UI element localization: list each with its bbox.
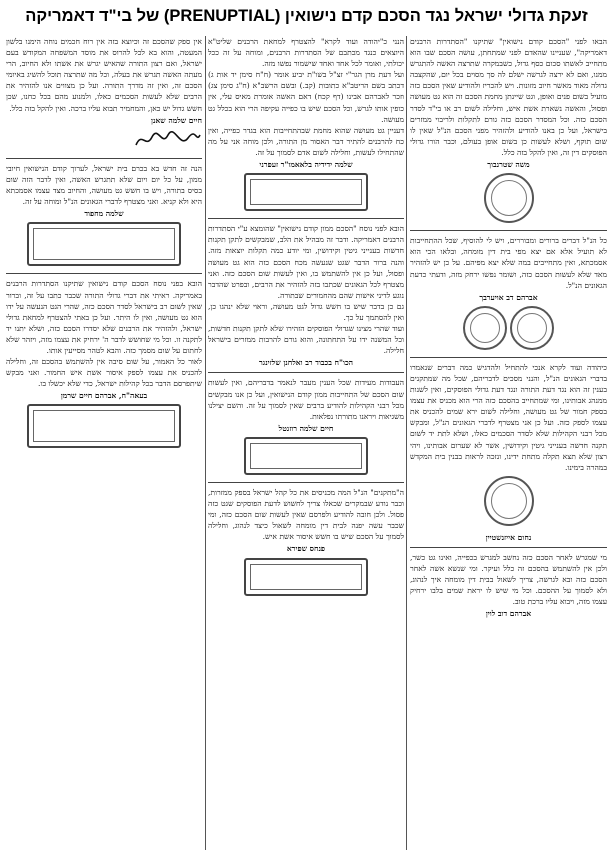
stamp-area <box>208 437 404 478</box>
letter-paragraph: הבאו לפני "הסכם קודם נישואין" שתיקנו "הסתדרות הרבנים דאמריקה", שעניינו שהאדם לפני שמתחתן, עושה הסכם שבו הוא מתחייב לאשתו סכום כסף גדול, כשבמקרה שתרצה האשה להתגרש ממנו, ואם לא ירצה לגרשה ישלם לה סך מסוים בכל יום, שהקצבה גדולה מאוד מאשר חיוב מזונות. ויש להכריז ולהודיע שאין הסכם כזה מועיל בשום פנים ואופן, וגט שיינתן מחמת הסכם זה הוא גט מעושה ופסול, והאשה נשארת אשת איש, וחלילה לשום רב או בי"ד לסדר הסכם כזה. וכל המסדר הסכם כזה גורם לתקלות ולריבוי ממזרים בישראל, ועל כן באנו להודיע ולהזהיר מפני הסכם הנ"ל שאין לו שום תוקף, ושלא לעשות כן בשום אופן בעולם, וכבר הורו גדולי הפוסקים דין זה, ואין להקל בזה כלל. <box>410 37 607 157</box>
rabbinical-seal <box>484 476 534 526</box>
letter-paragraph: מי שמגרש לאחר הסכם כזה נחשב למגרש בכפייה, ואינו גט כשר, ולכן אין להשתמש בהסכם זה כלל ועיקר. ומי שנשא אשה לאחר הסכם כזה ובא לגרשה, צריך לשאול בבית דין מומחה איך לנהוג, ולא לסמוך על ההסכם. וכל מי שיש לו יראת שמים בלבו ירחיק עצמו מזה, ויבוא עליו ברכת טוב. <box>410 553 607 607</box>
signature-name: הכו"ח בכבוד רב ואלחנן שלזינגר <box>258 358 354 368</box>
stamp-area <box>208 558 404 599</box>
signature-name: נחום אייזנשטיין <box>485 532 532 542</box>
signature-name: פנחס שפירא <box>286 544 326 554</box>
letter-paragraph: אין ספק שהסכם זה וכיוצא בזה אין רוח חכמים נוחה הימנו בלשון המעטה, והוא בא לכל להרוס את מוסד המשפחה המקודש בעם ישראל, ואם רצון התורה שהאיש יגרש את אשתו ולא החיוב, הרי מעתה האשה תגרש את בעלה, וכל מה שתרצה תוכל להשיג באיומי הסכם זה, ואין זה מדרך התורה. ועל כן מצווים אנו להזהיר את הרבים שלא לעשות הסכמים כאלו, ולמנוע מהם בכל כחנו, שכן חשש גדול יש כאן, והמחמיר תבוא עליו ברכה. ואין להקל בזה כלל. <box>6 37 202 113</box>
rabbinical-stamp <box>27 222 181 266</box>
letter-paragraph: הנה זה חדש בא בכרם בית ישראל, לערוך קודם הנישואין חיובי ממון, על כל יום ויום שלא תתגרש האשה, ואין לדבר הזה שום בסיס בתורה, ויש בו חשש גט מעושה, והחיוב מצד עצמו אסמכתא היא ולא קניא. ואני מצטרף לדברי הגאונים הנ"ל ומוחה על זה. <box>6 163 202 207</box>
column-divider <box>205 36 206 850</box>
letter-paragraph: הנני כ"יהודה ועוד לקרא" להצטרף למחאת הרבנים שליט"א היוצאים כנגד מכתבם של הסתדרות הרבנים, ומוחה על זה ככל יכולתי, ואומר לכל אחד ואחד שישמור נפשו מזה. <box>208 37 404 69</box>
letter-paragraph: ה"מתקנים" הנ"ל המה מכניסים את כל קהל ישראל בספק ממזרות, וכבר נודע שבמקרים שכאלו צריך לחשוש לדעת הפוסקים שגט כזה פסול. ולכן חובה להודיע ולפרסם שאין לעשות שום הסכם כזה, ומי שכבר עשה יפנה לבית דין מומחה לשאול כיצד לנהוג, וחלילה לסמוך על הסכם שיש בו חשש איסור אשת איש. <box>208 488 404 542</box>
stamp-area <box>6 404 202 451</box>
signature-name: משה שטרנבוך <box>487 160 530 170</box>
rabbinical-stamp <box>244 173 368 211</box>
rabbinical-seal <box>484 173 534 223</box>
rabbinical-stamp <box>244 437 368 475</box>
signature-name: אברהם דב אויערבך <box>479 292 538 302</box>
section-divider <box>410 230 607 231</box>
page-title: זעקת גדולי ישראל נגד הסכם קדם נישואין (PRENUPTIAL) של בי"ד דאמריקה <box>25 7 588 25</box>
rabbinical-stamp <box>244 558 368 596</box>
letter-paragraph: לאור כל האמור, על שום סיבה אין להשתמש בהסכם זה, וחלילה להכניס את עצמו לספק איסור אשת איש החמור. ואני מבקש שיתפרסם הדבר בכל קהילות ישראל, כדי שלא יכשלו בו. <box>6 357 202 389</box>
letter-paragraph: הובא לפני נוסח "הסכם ממון קודם נישואין" שהומצא ע"י הסתדרות הרבנים דאמריקה. ודבר זה מבהיל את הלב, שמבקשים לתקן תקנות חדשות בענייני גיטין וקידושין, ומי יודע כמה תקלות יוצאות מזה. והנה ברור הדבר שגט שנעשה מכח הסכם כזה הוא גט מעושה ופסול, ועל כן אין להשתמש בו, ואין לעשות שום הסכם כזה. ואני מצטרף לכל הגאונים שכתבו בזה להזהיר את הרבים, ובפרט שהדבר נוגע לדיני אישות שהם מהחמורים שבתורה. <box>208 224 404 300</box>
column-divider <box>406 36 407 850</box>
stamp-area <box>410 173 607 226</box>
section-divider <box>208 218 404 219</box>
rabbinical-seal <box>510 306 554 350</box>
rabbinical-stamp <box>27 404 181 448</box>
section-divider <box>208 482 404 483</box>
column-middle <box>208 36 404 850</box>
letter-paragraph: כל הנ"ל דברים ברורים ומבוררים, ויש לי להוסיף, שכל ההתחייבות לא תועיל אלא אם יצא מפי בית דין מומחה, ובלאו הכי הוא אסמכתא, ואין מתחייבים במה שלא יצא מפיהם. על כן יש להזהיר מאד שלא לעשות הסכם כזה, ושומר נפשו ירחק מזה, ודעתי כדעת הגאונים הנ"ל. <box>410 236 607 290</box>
stamp-area <box>410 306 607 353</box>
signature-name: חיים שלמה שאנן <box>151 115 202 125</box>
column-left <box>6 36 202 850</box>
signature-scribble <box>132 129 202 151</box>
signature-name: בעאה"ח, אברהם חיים שרמן <box>60 391 148 401</box>
section-divider <box>410 547 607 548</box>
section-divider <box>6 273 202 274</box>
letter-paragraph: הובא בפני נוסח הסכם קודם נישואין שתיקנו הסתדרות הרבנים באמריקה. ראיתי את דברי גדולי התורה שכבר כתבו על זה, וברור שאין לשום רב בישראל לסדר הסכם כזה, שהרי הגט הנעשה על ידו הוא גט מעושה, ואין לו היתר. ועל כן באתי להצטרף למחאת גדולי ישראל, ולהזהיר את הרבנים שלא יסדרו הסכם כזה, ושלא יתנו יד לתקנה זו. וכל מי שחושש לדבר ה' ירחיק את עצמו מזה, ויזהר שלא לחתום על שום מסמך כזה. והבא לטהר מסייעין אותו. <box>6 279 202 355</box>
handwritten-signature <box>6 129 202 154</box>
stamp-area <box>6 222 202 269</box>
rabbinical-seal <box>463 306 507 350</box>
signature-name: שלמה ידידיה בלאאמו"ר זעפרני <box>259 160 353 170</box>
section-divider <box>410 357 607 358</box>
letter-paragraph: ועוד שהרי מצינו שגדולי הפוסקים הזהירו שלא לתקן תקנות חדשות, וכל המשנה ידו על התחתונה, והוא גורם להרבות ממזרים בישראל חלילה. <box>208 324 404 356</box>
section-divider <box>6 158 202 159</box>
letter-paragraph: גם כן בדבר שיש בו חשש גדול לגט מעושה, וראוי שלא ינהגו כן, ואין להסתמך על כך. <box>208 301 404 322</box>
section-divider <box>208 372 404 373</box>
letter-paragraph: דעניין גט מעושה שהוא מחמת שבהתחייבות הוא בגדר כפייה, ואין כח להרבנים להתיר דבר האסור מן התורה, ולכן מוחה אני על מה שהתחילו לעשות, וחלילה לשום אדם לסמוך על זה. <box>208 125 404 157</box>
signature-name: שלמה מחפוד <box>84 209 124 219</box>
signature-name: חיים שלמה רוזנטל <box>278 423 334 433</box>
stamp-area <box>208 173 404 214</box>
letter-paragraph: ועל דעת מרן הגר"י זצ"ל בשו"ת יביע אומר (ח"ח סימן יד אות ג) דכתב בשם הריטב"א כתובות (קב.) ובשם הרשב"א (ח"ג סימן צג) וזכר לאברהם אבינו (דף קכח) דאם האשה אומרת מאיס עלי, אין כופין אותו לגרש, וכל הסכם שיש בו כפייה עקיפה הרי הוא בכלל גט מעושה. <box>208 70 404 124</box>
letter-paragraph: העבודות מעידות שכל הענין מעבר לנאמר בדבריהם, ואין לעשות שום הסכם של התחייבות ממון קודם הנישואין, ועל כן אנו מבקשים מכל רבני הקהילות להודיע ברבים שאין לסמוך על זה. והשם יצילנו משגיאות ויראנו מתורתו נפלאות. <box>208 378 404 421</box>
stamp-area <box>410 476 607 529</box>
letter-paragraph: כיהודה ועוד לקרא אנכי להתחיל ולהדגיש כמה דברים שנאמרו בדברי הגאונים הנ"ל, והנני מסכים לדבריהם, שכל מה שמתקנים בענין זה הוא נגד דעת התורה ונגד דעת גדולי הפוסקים, ואין לשנות ממנהג אבותינו, ומי שמתחייב בהסכם כזה הרי הוא מכניס את עצמו בספק חמור של גט מעושה, וחלילה לשום ירא שמים להכניס את עצמו לספק כזה. ועל כן אני מצטרף לדברי הגאונים הנ"ל, ומבקש מכל רבני הקהילות שלא לסדר הסכמים כאלו, ושלא לתת יד לשום תקנה חדשה בענייני גיטין וקידושין, אשר לא שערום אבותינו, ויהי רצון שלא תצא תקלה מתחת ידינו, ונזכה לראות בבנין בית המקדש במהרה בימינו. <box>410 362 607 472</box>
column-right <box>410 36 607 850</box>
signature-name: אברהם דוב לוין <box>485 609 532 619</box>
